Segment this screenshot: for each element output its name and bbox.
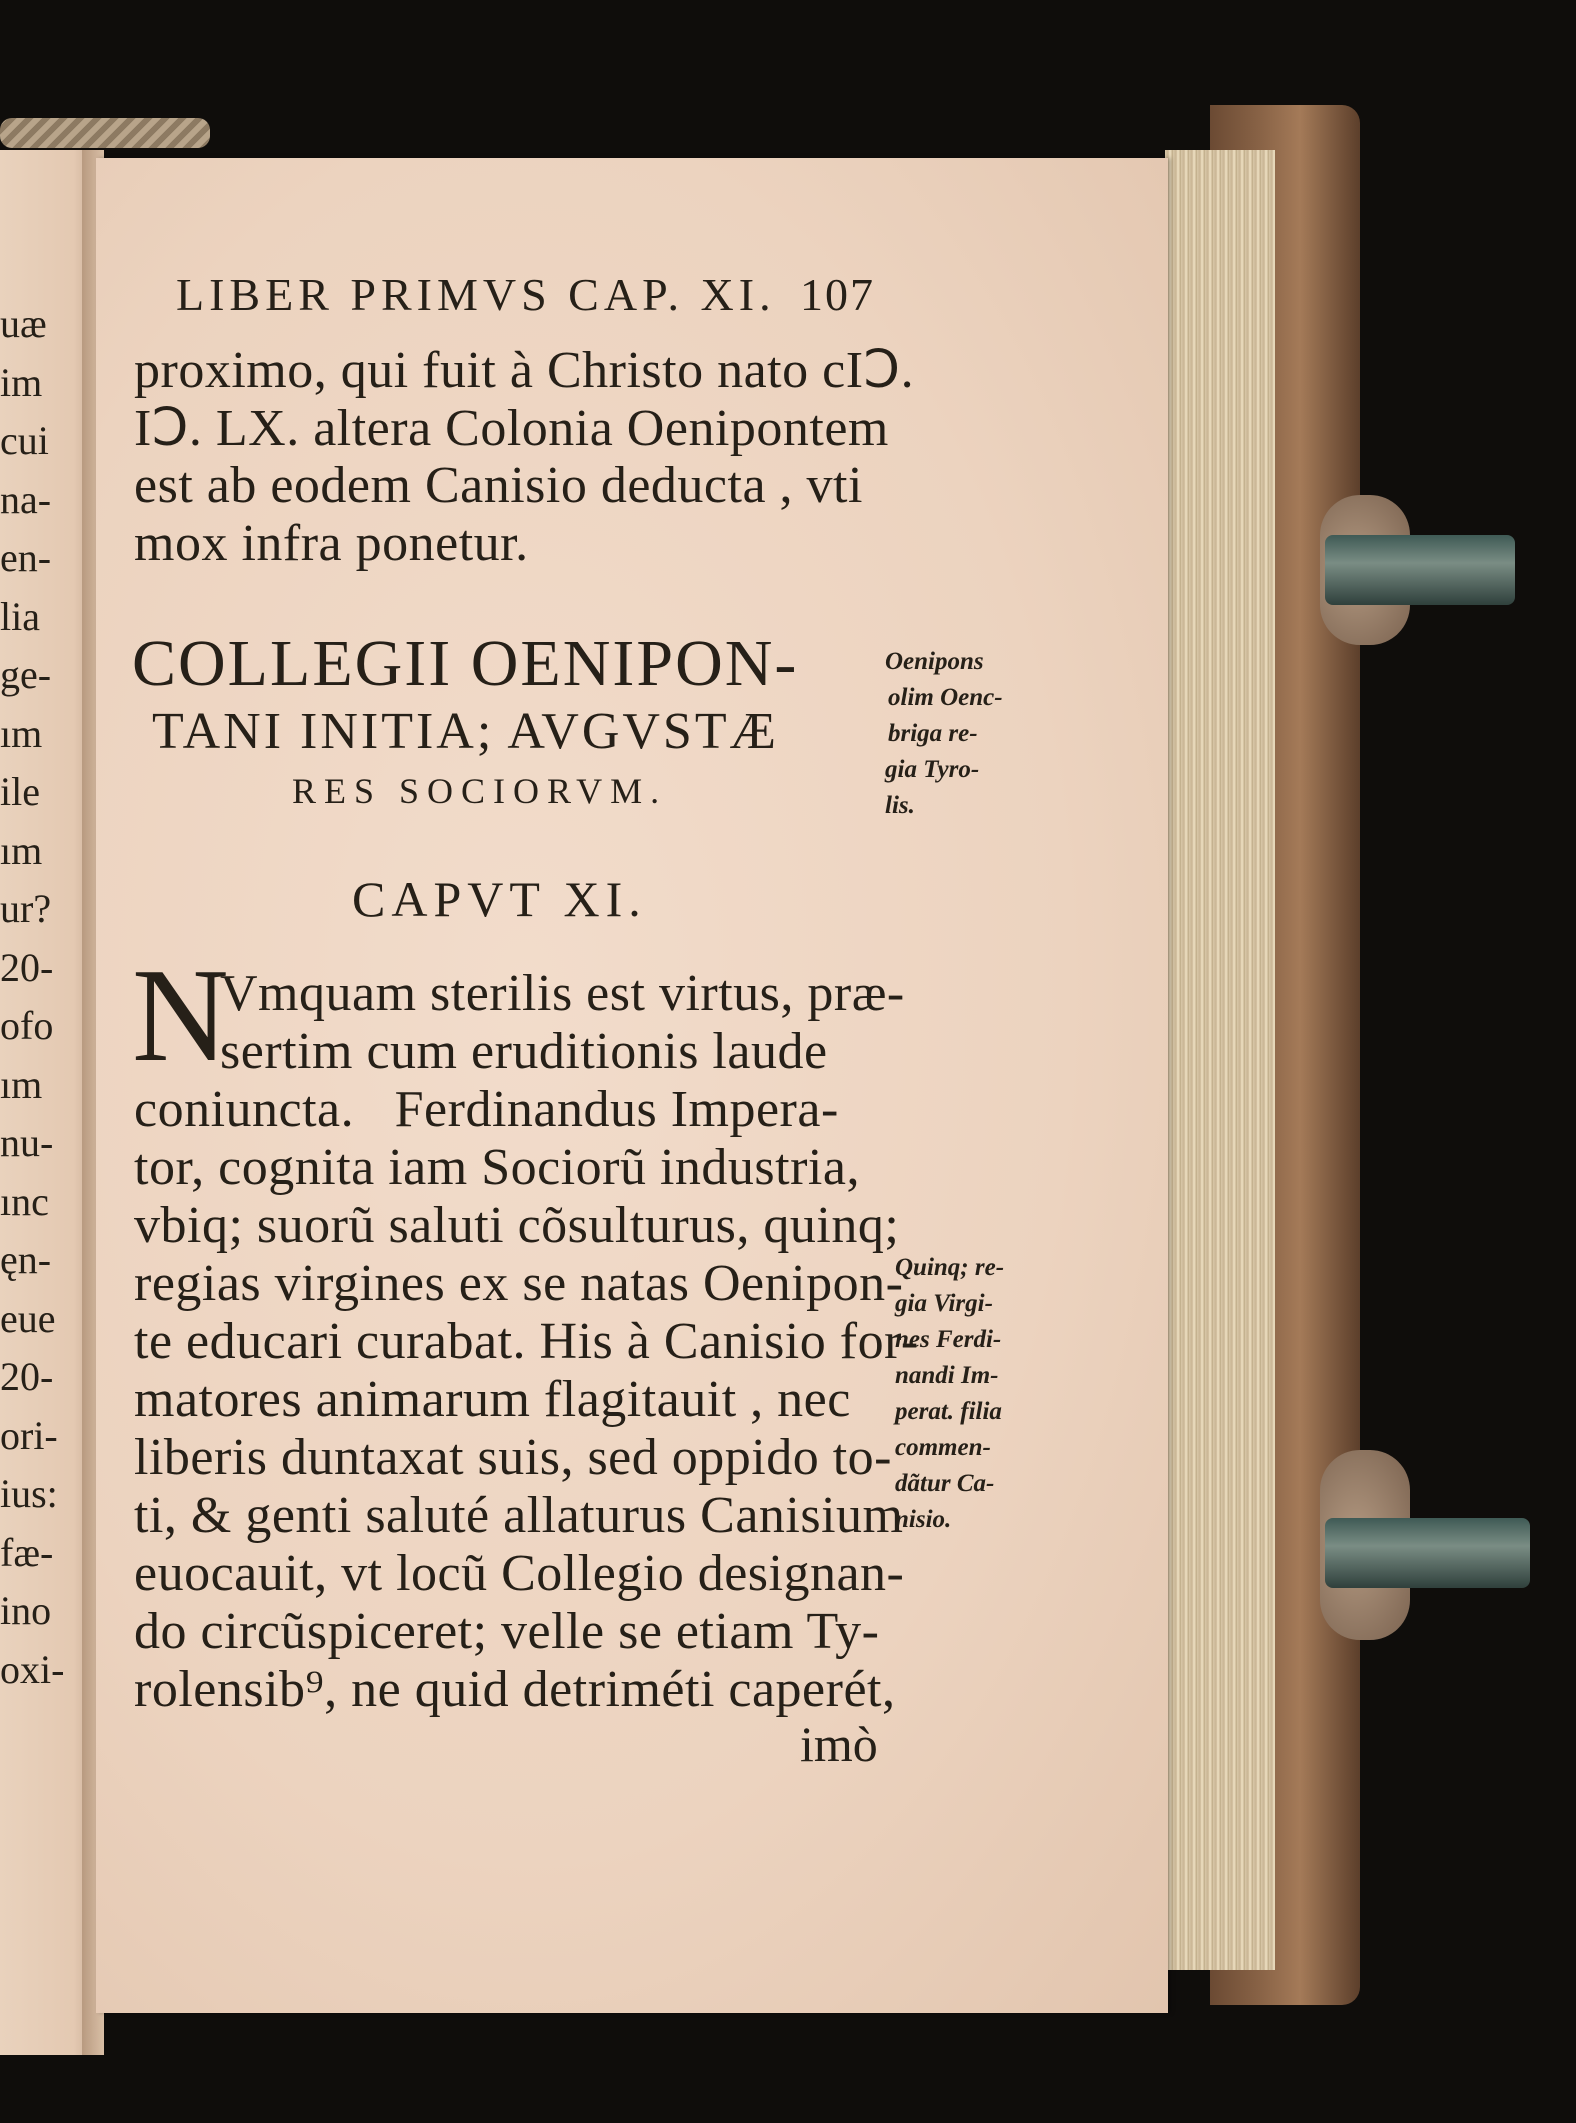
marginal-note-line: Oenipons [885, 648, 984, 675]
left-page [0, 150, 92, 2055]
bookmark-cord [0, 118, 210, 148]
text-line: regias virgines ex se natas Oenipon- [134, 1255, 904, 1312]
text-line: proximo, qui fuit à Christo nato cIↃ. [134, 342, 915, 399]
text-line: vbiq; suorũ saluti cõsulturus, quinq; [134, 1197, 900, 1254]
left-page-fragment: 20- [0, 1354, 54, 1399]
marginal-note-line: nandi Im- [895, 1362, 999, 1389]
left-page-fragment: ino [0, 1588, 52, 1633]
left-page-fragment: ile [0, 769, 40, 814]
left-page-fragment: ım [0, 827, 43, 873]
left-page-fragment: ım [0, 1061, 43, 1107]
page-edges [1165, 150, 1275, 1970]
marginal-note-line: commen- [895, 1434, 991, 1461]
marginal-note-line: lis. [885, 792, 915, 819]
marginal-note-line: perat. filia [895, 1398, 1002, 1425]
text-line: do circũspiceret; velle se etiam Ty- [134, 1603, 880, 1660]
text-line: rolensib⁹, ne quid detriméti caperét, [134, 1661, 896, 1718]
text-line: Vmquam sterilis est virtus, præ- [220, 965, 905, 1022]
left-page-fragment: lia [0, 593, 40, 639]
left-page-fragment: ım [0, 710, 43, 756]
marginal-note-line: dãtur Ca- [895, 1470, 995, 1497]
left-page-fragment: 20- [0, 944, 54, 990]
left-page-fragment: ori- [0, 1412, 58, 1458]
marginal-note-line: gia Tyro- [885, 756, 980, 783]
left-page-fragment: ur? [0, 886, 52, 931]
chapter-heading-line-3: RES SOCIORVM. [292, 771, 668, 811]
left-page-fragment: ofo [0, 1003, 54, 1048]
left-page-fragment: oxi- [0, 1646, 65, 1692]
text-line: IↃ. LX. altera Colonia Oenipontem [134, 400, 889, 457]
chapter-heading-line-1: COLLEGII OENIPON- [132, 627, 799, 700]
chapter-heading-line-2: TANI INITIA; AVGVSTÆ [152, 703, 779, 760]
left-page-fragment: fæ- [0, 1529, 54, 1575]
left-page-fragment: en- [0, 535, 52, 580]
left-page-fragment: im [0, 359, 43, 405]
lower-clasp [1325, 1518, 1530, 1588]
upper-clasp [1325, 535, 1515, 605]
marginal-note-line: Quinq; re- [895, 1254, 1005, 1281]
text-line: coniuncta. Ferdinandus Impera- [134, 1081, 839, 1138]
marginal-note-line: nisio. [895, 1506, 952, 1533]
page-number: 107 [800, 269, 875, 320]
left-page-fragment: nu- [0, 1120, 54, 1165]
text-line: matores animarum flagitauit , nec [134, 1371, 851, 1428]
left-page-fragment: ęn- [0, 1237, 52, 1282]
text-line: euocauit, vt locũ Collegio designan- [134, 1545, 905, 1602]
running-header [176, 268, 875, 321]
marginal-note-line: olim Oenc- [888, 684, 1003, 711]
running-title: LIBER PRIMVS CAP. XI. [176, 269, 776, 320]
left-page-fragment: na- [0, 476, 52, 522]
left-page-fragment: cui [0, 418, 49, 463]
chapter-label: CAPVT XI. [352, 871, 647, 927]
text-line: mox infra ponetur. [134, 515, 529, 572]
left-page-fragment: ınc [0, 1178, 49, 1224]
text-line: liberis duntaxat suis, sed oppido to- [134, 1429, 892, 1486]
drop-cap: N [132, 941, 229, 1089]
left-page-fragment: eue [0, 1295, 56, 1341]
text-line: sertim cum eruditionis laude [220, 1023, 828, 1080]
text-line: est ab eodem Canisio deducta , vti [134, 457, 863, 514]
marginal-note-line: nes Ferdi- [895, 1326, 1002, 1353]
text-line: tor, cognita iam Sociorũ industria, [134, 1139, 860, 1196]
catchword: imò [800, 1716, 878, 1772]
left-page-fragment: uæ [0, 301, 47, 346]
left-page-fragment: ius: [0, 1471, 58, 1516]
text-line: ti, & genti saluté allaturus Canisium [134, 1487, 904, 1544]
marginal-note-line: briga re- [888, 720, 978, 747]
text-line: te educari curabat. His à Canisio for- [134, 1313, 919, 1370]
left-page-fragment: ge- [0, 652, 52, 697]
marginal-note-line: gia Virgi- [895, 1290, 993, 1317]
